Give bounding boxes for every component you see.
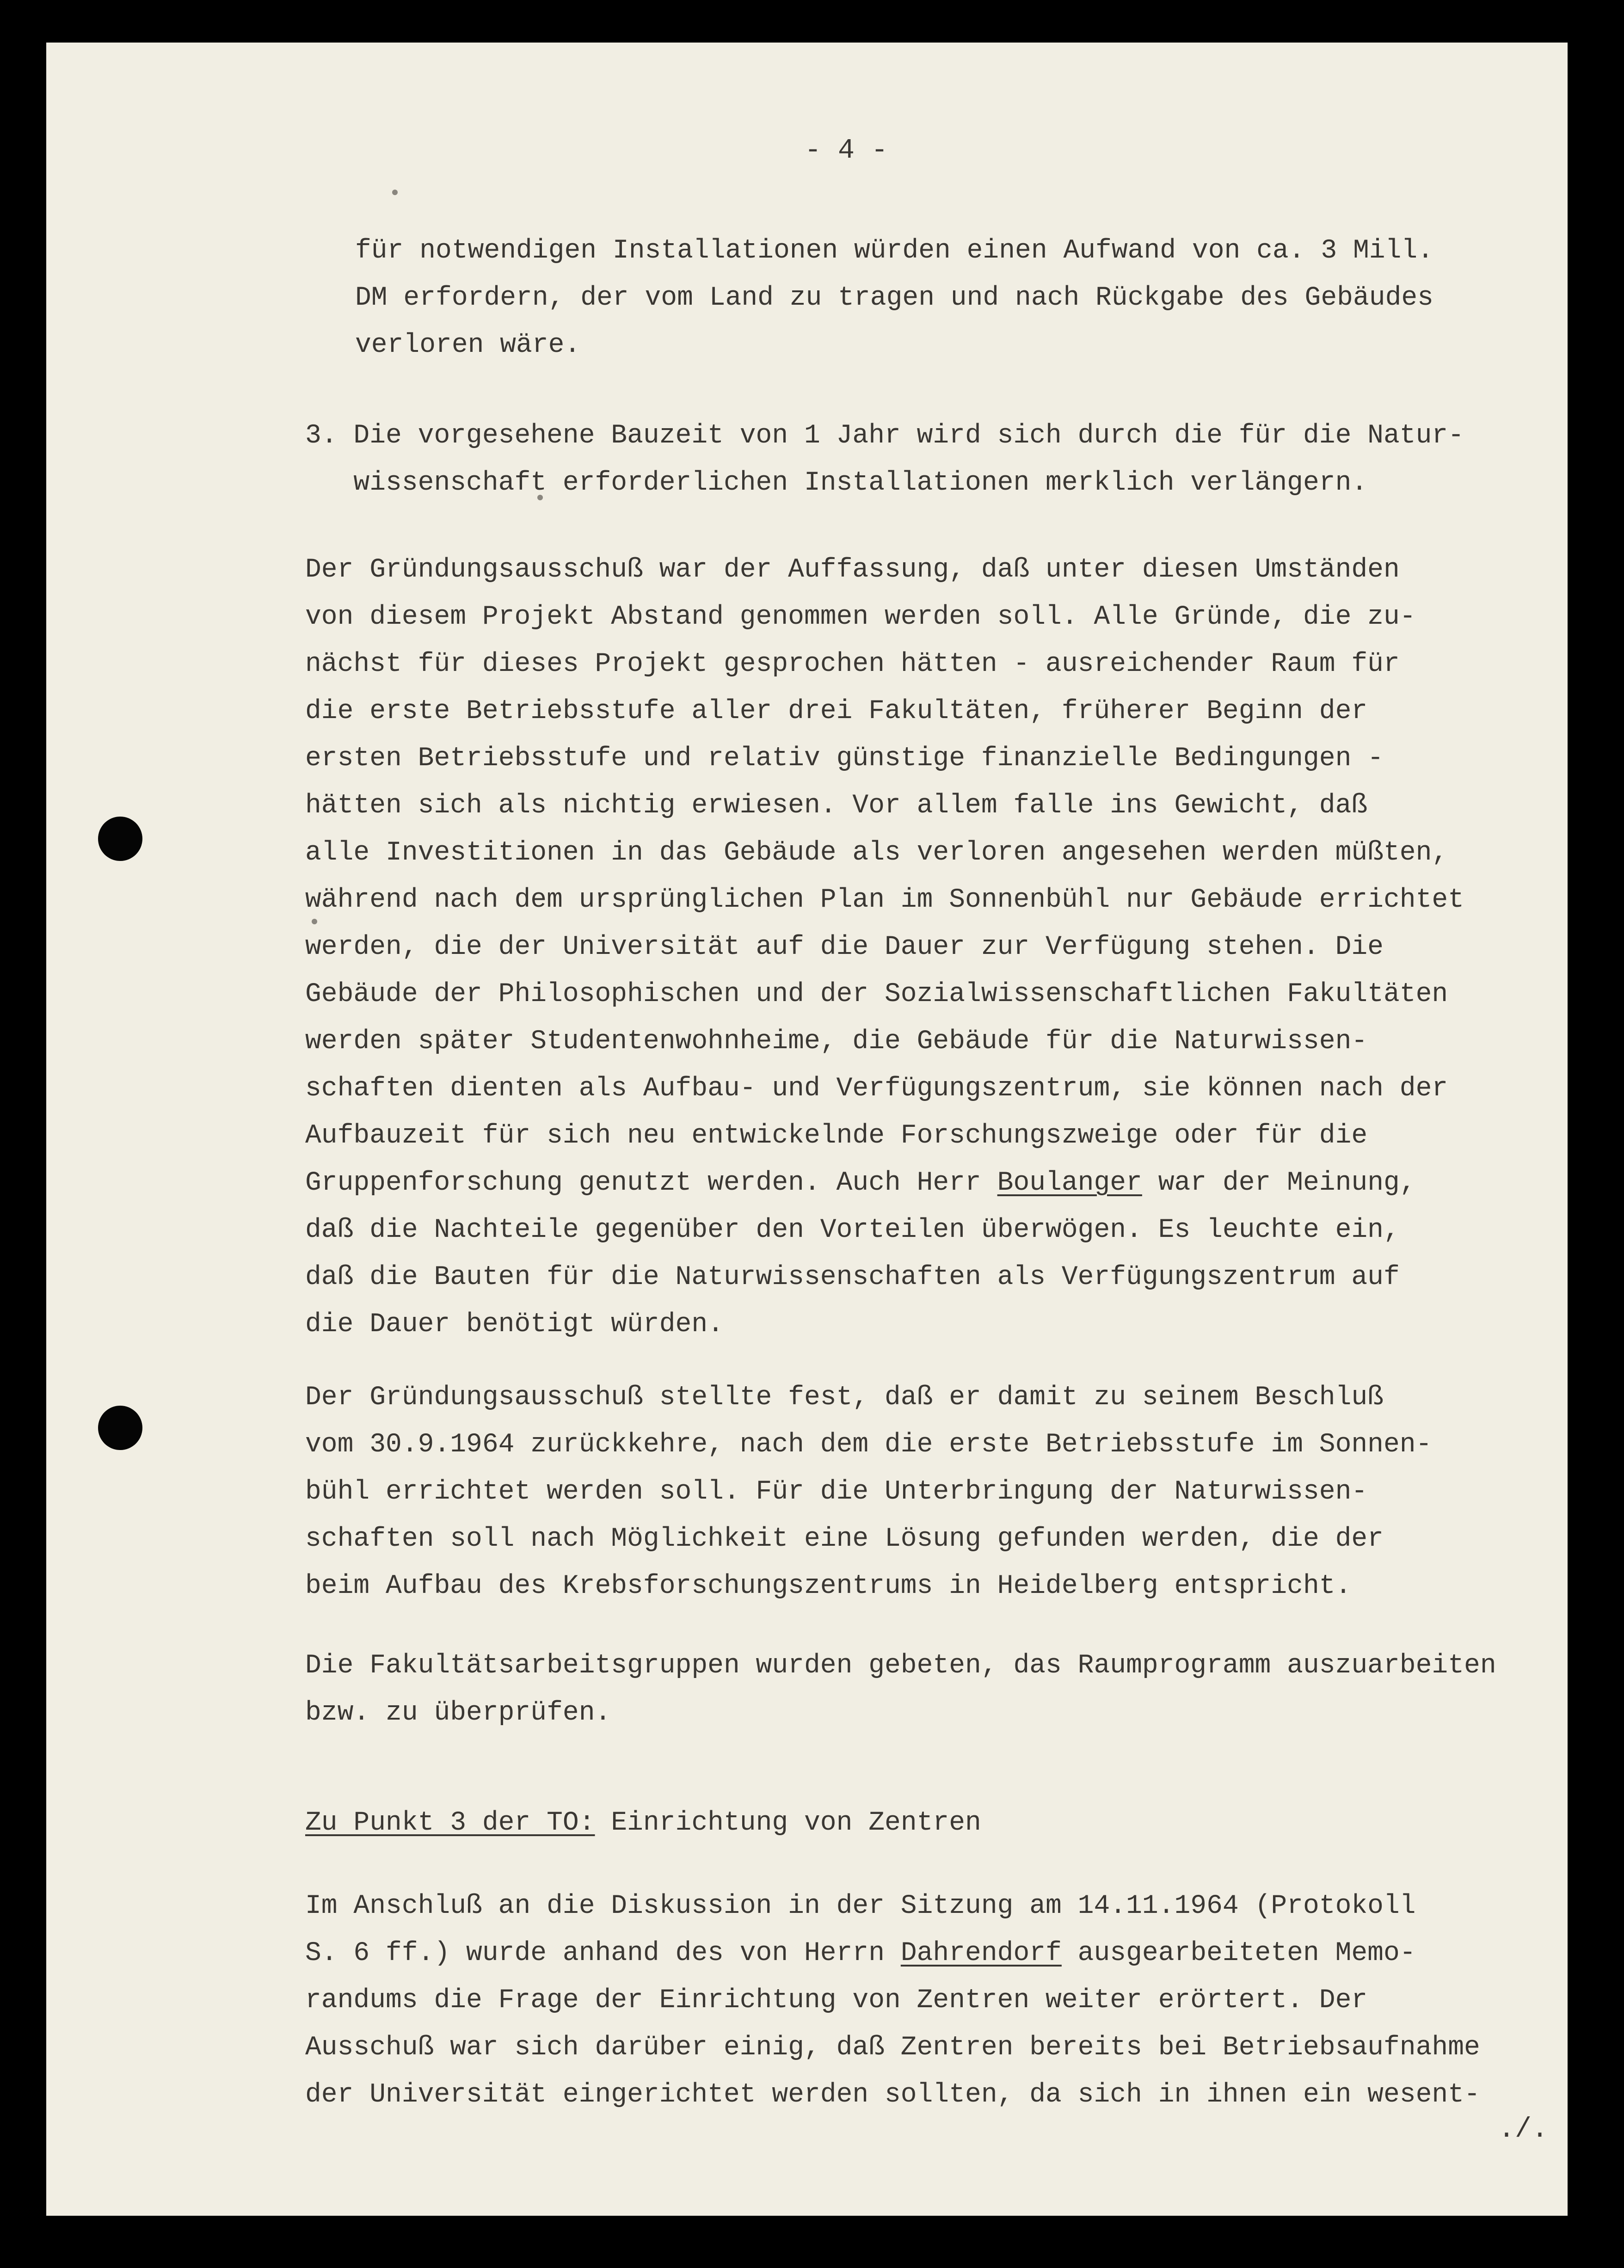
text-segment: ausgearbeiteten Memo- [1061,1938,1416,1968]
text-line: verloren wäre. [355,330,581,360]
text-line: DM erfordern, der vom Land zu tragen und nach Rückgabe des Gebäudes [355,283,1433,313]
text-line: alle Investitionen in das Gebäude als verloren angesehen werden müßten, [305,838,1448,868]
paragraph-working-groups [305,1642,1496,1737]
text-segment: Gruppenforschung genutzt werden. Auch Herr [305,1168,997,1198]
continuation-mark: ./. [1498,2114,1549,2145]
paragraph-return [305,1374,1432,1610]
text-line [305,1160,1464,1207]
text-line: ersten Betriebsstufe und relativ günstige finanzielle Bedingungen - [305,744,1384,774]
text-line: während nach dem ursprünglichen Plan im Sonnenbühl nur Gebäude errichtet [305,885,1464,915]
text-line: Aufbauzeit für sich neu entwickelnde Forschungszweige oder für die [305,1121,1368,1151]
heading-label: Zu Punkt 3 der TO: [305,1808,595,1838]
text-line: bühl errichtet werden soll. Für die Unterbringung der Naturwissen- [305,1477,1368,1507]
text-line: werden später Studentenwohnheime, die Gebäude für die Naturwissen- [305,1026,1368,1057]
text-line: von diesem Projekt Abstand genommen werden soll. Alle Gründe, die zu- [305,602,1416,632]
paper-speck [392,190,398,195]
text-line: hätten sich als nichtig erwiesen. Vor allem falle ins Gewicht, daß [305,791,1368,821]
text-line: schaften soll nach Möglichkeit eine Lösung gefunden werden, die der [305,1524,1384,1554]
numbered-item-3 [305,412,1464,507]
page-number: - 4 - [805,135,888,166]
text-line: nächst für dieses Projekt gesprochen hätten - ausreichender Raum für [305,649,1400,679]
underlined-name: Boulanger [997,1168,1142,1198]
paragraph-decision [305,547,1464,1348]
document-page [46,43,1568,2216]
text-line: wissenschaft erforderlichen Installationen merklich verlängern. [305,468,1368,498]
text-line: 3. Die vorgesehene Bauzeit von 1 Jahr wird sich durch die für die Natur- [305,421,1464,451]
text-segment: war der Meinung, [1142,1168,1416,1198]
text-line: Der Gründungsausschuß stellte fest, daß er damit zu seinem Beschluß [305,1383,1384,1413]
text-line: schaften dienten als Aufbau- und Verfügungszentrum, sie können nach der [305,1074,1448,1104]
text-line: bzw. zu überprüfen. [305,1698,611,1728]
text-line [305,1930,1480,1977]
text-line: randums die Frage der Einrichtung von Zentren weiter erörtert. Der [305,1985,1368,2016]
section-heading [305,1800,981,1847]
text-line: werden, die der Universität auf die Dauer zur Verfügung stehen. Die [305,932,1384,962]
paragraph-centers [305,1883,1480,2119]
punch-hole-bottom [98,1406,142,1450]
paragraph-continued [355,227,1433,369]
text-line: beim Aufbau des Krebsforschungszentrums in Heidelberg entspricht. [305,1571,1352,1601]
text-line: daß die Bauten für die Naturwissenschaften als Verfügungszentrum auf [305,1262,1400,1292]
text-line: die erste Betriebsstufe aller drei Fakultäten, früherer Beginn der [305,696,1368,726]
punch-hole-top [98,817,142,861]
text-segment: S. 6 ff.) wurde anhand des von Herrn [305,1938,901,1968]
text-line: vom 30.9.1964 zurückkehre, nach dem die erste Betriebsstufe im Sonnen- [305,1430,1432,1460]
heading-title: Einrichtung von Zentren [595,1808,981,1838]
text-line: Ausschuß war sich darüber einig, daß Zentren bereits bei Betriebsaufnahme [305,2033,1480,2063]
text-line: Gebäude der Philosophischen und der Sozialwissenschaftlichen Fakultäten [305,979,1448,1009]
text-line: Im Anschluß an die Diskussion in der Sitzung am 14.11.1964 (Protokoll [305,1891,1416,1921]
text-line: Die Fakultätsarbeitsgruppen wurden gebeten, das Raumprogramm auszuarbeiten [305,1651,1496,1681]
text-line: der Universität eingerichtet werden sollten, da sich in ihnen ein wesent- [305,2080,1480,2110]
underlined-name: Dahrendorf [900,1938,1062,1968]
text-line: Der Gründungsausschuß war der Auffassung, daß unter diesen Umständen [305,555,1400,585]
heading-line [305,1800,981,1847]
text-line: daß die Nachteile gegenüber den Vorteilen überwögen. Es leuchte ein, [305,1215,1400,1245]
text-line: die Dauer benötigt würden. [305,1309,724,1340]
text-line: für notwendigen Installationen würden einen Aufwand von ca. 3 Mill. [355,236,1433,266]
